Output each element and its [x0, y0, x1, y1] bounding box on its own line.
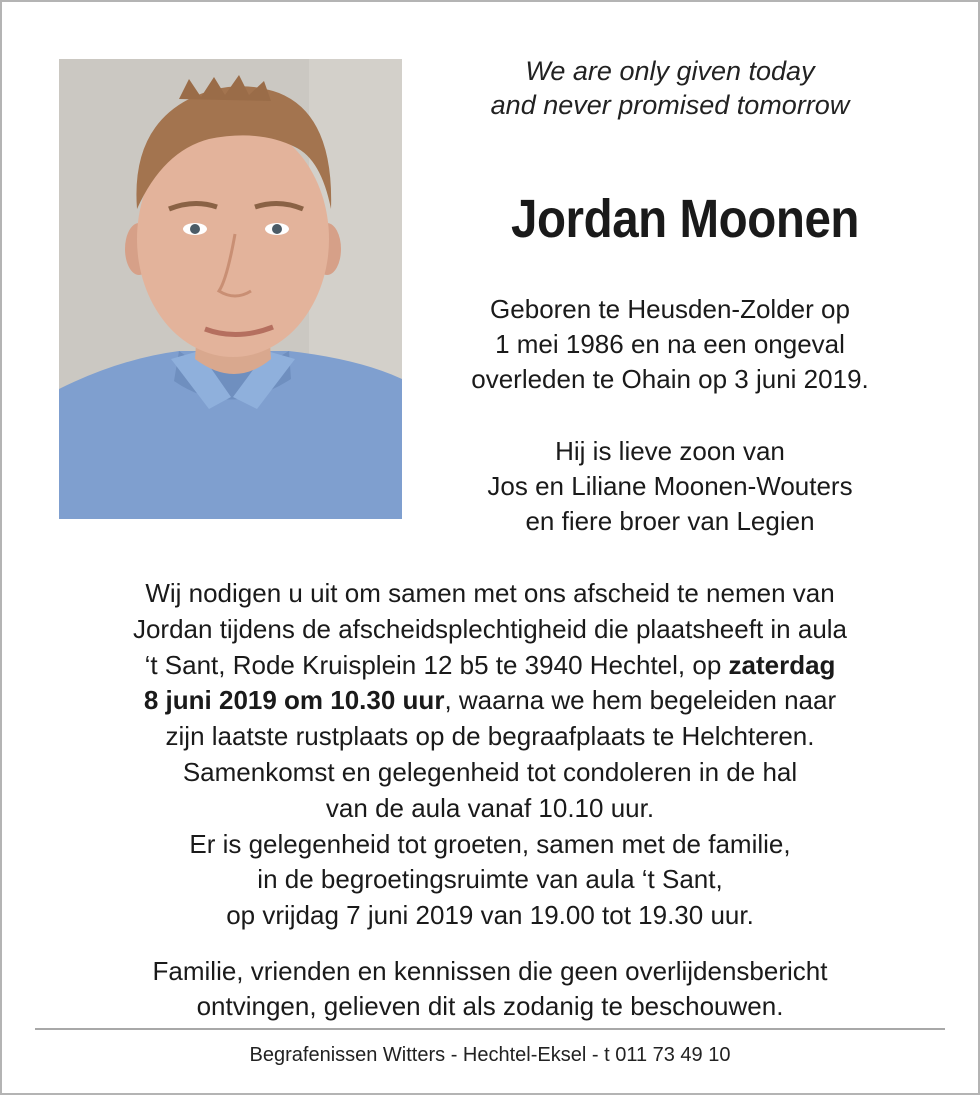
birth-line: Geboren te Heusden-Zolder op — [490, 294, 850, 324]
invitation-line: in de begroetingsruimte van aula ‘t Sant, — [257, 864, 723, 895]
birth-death-info — [420, 292, 920, 397]
invitation-date-day: zaterdag — [728, 649, 836, 680]
quote-line: We are only given today — [525, 56, 815, 86]
family-info — [420, 434, 920, 539]
invitation-text: ‘t Sant, Rode Kruisplein 12 b5 te 3940 Hechtel, op — [144, 649, 729, 680]
invitation-line: Wij nodigen u uit om samen met ons afscheid te nemen van — [145, 578, 835, 608]
invitation-text: , waarna we hem begeleiden naar — [444, 685, 837, 716]
birth-line: overleden te Ohain op 3 juni 2019. — [471, 364, 869, 394]
birth-line: 1 mei 1986 en na een ongeval — [495, 329, 845, 359]
quote-line: and never promised tomorrow — [490, 90, 850, 120]
closing-line: ontvingen, gelieven dit als zodanig te beschouwen. — [196, 991, 784, 1021]
invitation-line: op vrijdag 7 juni 2019 van 19.00 tot 19.30 uur. — [226, 900, 754, 931]
closing-note — [30, 954, 950, 1024]
header-column — [420, 54, 920, 536]
invitation-line: zijn laatste rustplaats op de begraafplaats te Helchteren. — [165, 721, 815, 752]
footer-divider — [35, 1028, 945, 1030]
portrait-photo — [59, 59, 402, 519]
invitation-date-time: 8 juni 2019 om 10.30 uur — [143, 685, 445, 716]
invitation-line: Samenkomst en gelegenheid tot condoleren in de hal — [182, 756, 798, 787]
family-line: Jos en Liliane Moonen-Wouters — [487, 471, 853, 501]
family-line: en fiere broer van Legien — [525, 506, 815, 536]
invitation-line — [30, 683, 950, 719]
memorial-quote — [420, 54, 920, 122]
funeral-home-footer: Begrafenissen Witters - Hechtel-Eksel - t 011 73 49 10 — [249, 1044, 731, 1066]
invitation-line — [30, 648, 950, 684]
closing-line: Familie, vrienden en kennissen die geen overlijdensbericht — [152, 956, 828, 986]
portrait-illustration — [59, 59, 402, 519]
funeral-invitation — [30, 576, 950, 934]
family-line: Hij is lieve zoon van — [555, 436, 785, 466]
invitation-line: Jordan tijdens de afscheidsplechtigheid die plaatsheeft in aula — [132, 613, 848, 644]
invitation-line: van de aula vanaf 10.10 uur. — [325, 792, 655, 823]
deceased-name: Jordan Moonen — [510, 189, 860, 249]
invitation-line: Er is gelegenheid tot groeten, samen met de familie, — [189, 828, 791, 859]
